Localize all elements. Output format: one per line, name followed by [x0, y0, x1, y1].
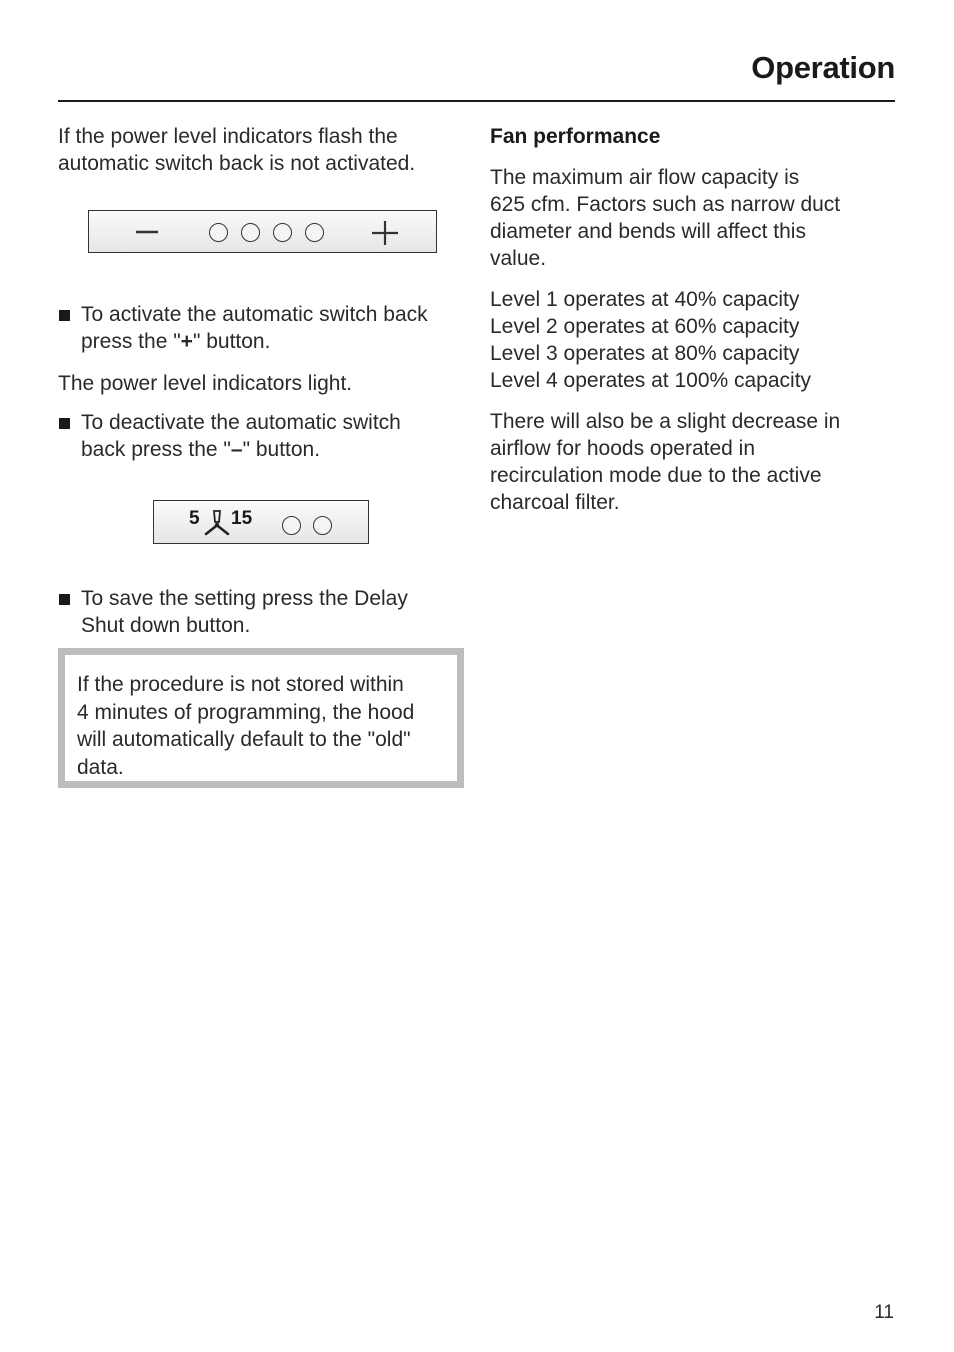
- minus-key-label: –: [230, 438, 243, 461]
- paragraph-line: charcoal filter.: [490, 491, 620, 514]
- levels-list: [490, 286, 890, 394]
- level-line: Level 2 operates at 60% capacity: [490, 315, 800, 338]
- indicator-light-icon: [305, 223, 324, 242]
- bullet-text: To activate the automatic switch back: [81, 303, 428, 326]
- plus-key-label: +: [180, 330, 193, 353]
- paragraph-line: There will also be a slight decrease in: [490, 410, 841, 433]
- paragraph-line: value.: [490, 247, 547, 270]
- page-title: Operation: [751, 50, 895, 85]
- level-line: Level 4 operates at 100% capacity: [490, 369, 812, 392]
- page-number: 11: [874, 1302, 894, 1323]
- right-column: [490, 123, 890, 516]
- result-text: The power level indicators light.: [58, 372, 353, 395]
- paragraph-line: recirculation mode due to the active: [490, 464, 822, 487]
- plus-icon: [371, 220, 399, 246]
- indicator-light-icon: [241, 223, 260, 242]
- header-rule: [58, 100, 895, 102]
- note-line: 4 minutes of programming, the hood: [77, 700, 415, 724]
- intro-line: automatic switch back is not activated.: [58, 152, 416, 175]
- bullet-text: back press the ": [81, 438, 231, 461]
- capacity-paragraph: [490, 164, 890, 272]
- delay-shutdown-panel-illustration: [153, 500, 369, 544]
- control-panel-illustration: [88, 210, 437, 253]
- bullet-text: To deactivate the automatic switch: [81, 411, 401, 434]
- level-line: Level 1 operates at 40% capacity: [490, 288, 800, 311]
- delay-right-number: 15: [231, 508, 253, 529]
- note-line: If the procedure is not stored within: [77, 673, 404, 696]
- note-line: data.: [77, 755, 124, 779]
- bullet-text: " button.: [242, 438, 321, 461]
- airflow-paragraph: [490, 408, 890, 516]
- bullet-text: To save the setting press the Delay: [81, 587, 408, 610]
- level-line: Level 3 operates at 80% capacity: [490, 342, 800, 365]
- bullet-text: Shut down button.: [81, 614, 251, 637]
- left-column: [58, 123, 468, 177]
- indicator-light-icon: [282, 516, 301, 535]
- section-heading: Fan performance: [490, 125, 661, 148]
- fan-icon: [203, 508, 231, 538]
- paragraph-line: diameter and bends will affect this: [490, 220, 806, 243]
- delay-left-number: 5: [189, 508, 200, 529]
- bullet-text: " button.: [192, 330, 271, 353]
- bullet-text: press the ": [81, 330, 181, 353]
- intro-paragraph: [58, 123, 468, 177]
- bullet-deactivate: [58, 409, 478, 463]
- square-bullet-icon: [59, 418, 70, 429]
- indicator-light-icon: [273, 223, 292, 242]
- square-bullet-icon: [59, 310, 70, 321]
- minus-icon: [135, 222, 159, 242]
- intro-line: If the power level indicators flash the: [58, 125, 398, 148]
- paragraph-line: 625 cfm. Factors such as narrow duct: [490, 193, 841, 216]
- note-box: [58, 648, 464, 788]
- indicator-light-icon: [209, 223, 228, 242]
- bullet-activate: [58, 301, 478, 355]
- paragraph-line: airflow for hoods operated in: [490, 437, 755, 460]
- square-bullet-icon: [59, 594, 70, 605]
- bullet-save: [58, 585, 478, 639]
- indicator-light-icon: [313, 516, 332, 535]
- note-line: will automatically default to the "old": [77, 728, 411, 751]
- paragraph-line: The maximum air flow capacity is: [490, 166, 800, 189]
